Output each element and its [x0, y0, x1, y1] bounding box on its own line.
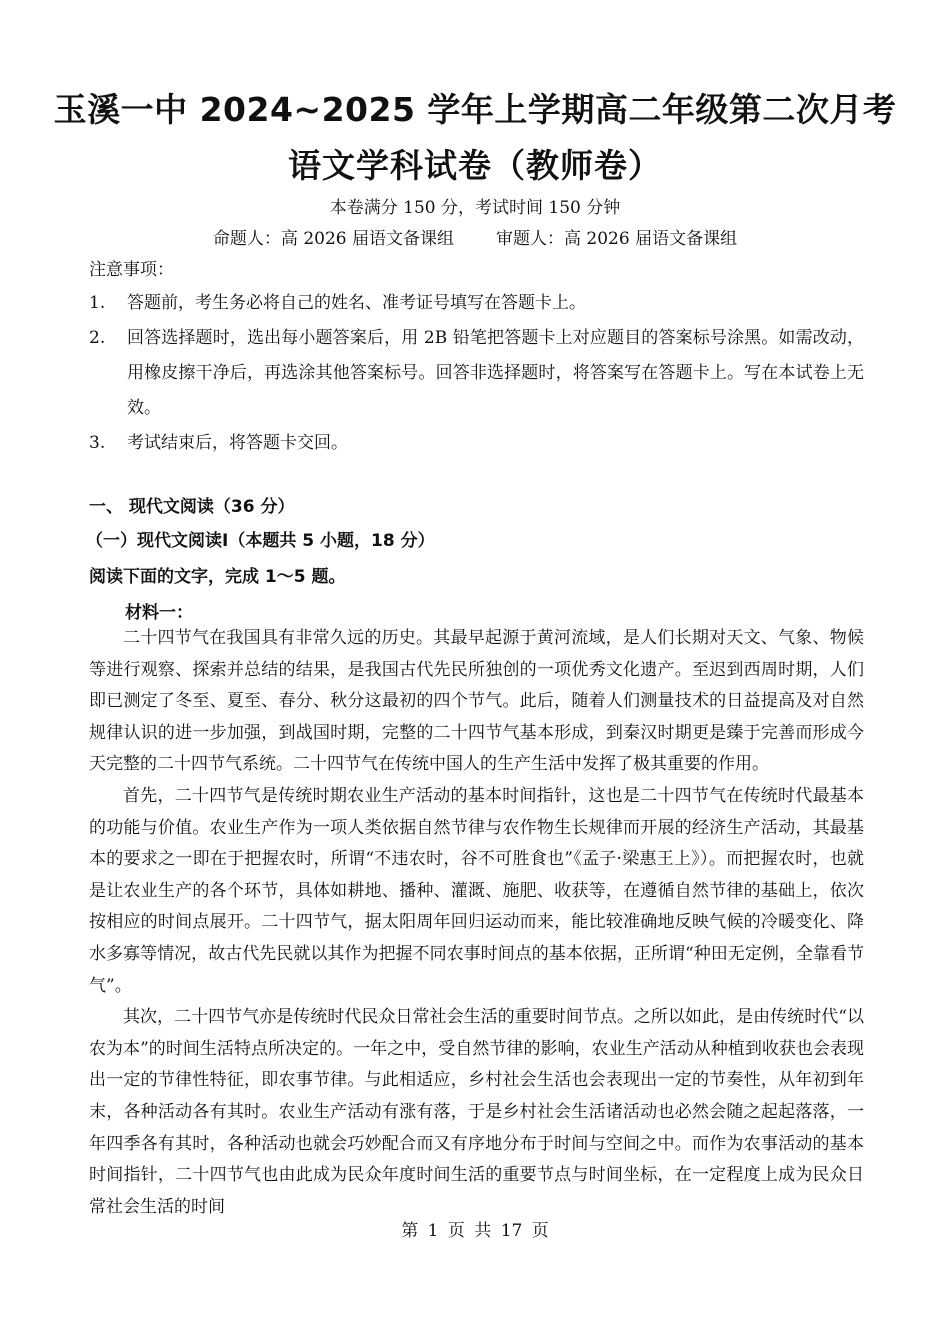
- notice-item-text: 回答选择题时，选出每小题答案后，用 2B 铅笔把答题卡上对应题目的答案标号涂黑。如需改动，用橡皮擦干净后，再选涂其他答案标号。回答非选择题时，将答案写在答题卡上。写在本试卷上无效。: [127, 328, 864, 418]
- exam-title-line1: 玉溪一中 2024~2025 学年上学期高二年级第二次月考: [53, 90, 897, 129]
- passage-paragraph: 二十四节气在我国具有非常久远的历史。其最早起源于黄河流域，是人们长期对天文、气象、物候等进行观察、探索并总结的结果，是我国古代先民所独创的一项优秀文化遗产。至迟到西周时期，人们即已测定了冬至、夏至、春分、秋分这最初的四个节气。此后，随着人们测量技术的日益提高及对自然规律认识的进一步加强，到战国时期，完整的二十四节气基本形成，到秦汉时期更是臻于完善而形成今天完整的二十四节气系统。二十四节气在传统中国人的生产生活中发挥了极其重要的作用。: [89, 628, 864, 775]
- notice-item: [89, 286, 864, 321]
- author-info: [0, 224, 950, 249]
- reading-instruction: 阅读下面的文字，完成 1～5 题。: [89, 567, 346, 587]
- material-label: 材料一：: [125, 603, 193, 623]
- passage-paragraph: 首先，二十四节气是传统时期农业生产活动的基本时间指针，这也是二十四节气在传统时代最基本的功能与价值。农业生产作为一项人类依据自然节律与农作物生长规律而开展的经济生产活动，其最基本的要求之一即在于把握农时，所谓“不违农时，谷不可胜食也”《孟子·梁惠王上》）。而把握农时，也就是让农业生产的各个环节，具体如耕地、播种、灌溉、施肥、收获等，在遵循自然节律的基础上，依次按相应的时间点展开。二十四节气，据太阳周年回归运动而来，能比较准确地反映气候的冷暖变化、降水多寡等情况，故古代先民就以其作为把握不同农事时间点的基本依据，正所谓“种田无定例，全靠看节气”。: [89, 785, 864, 996]
- notice-item-number: 1.: [89, 293, 106, 313]
- page-number: 第 1 页 共 17 页: [401, 1221, 549, 1241]
- score-time-info: 本卷满分 150 分，考试时间 150 分钟: [329, 198, 621, 218]
- reading-passage: [89, 623, 864, 1223]
- notice-list: [89, 286, 864, 461]
- notice-item-text: 答题前，考生务必将自己的姓名、准考证号填写在答题卡上。: [127, 293, 586, 313]
- notice-item-text: 考试结束后，将答题卡交回。: [127, 433, 348, 453]
- notice-title: 注意事项：: [89, 260, 174, 280]
- subsection-heading: （一）现代文阅读Ⅰ（本题共 5 小题，18 分）: [86, 531, 435, 551]
- notice-item: [89, 321, 864, 426]
- reviewer-text: 审题人：高 2026 届语文备课组: [496, 229, 738, 249]
- notice-item-number: 2.: [89, 328, 106, 348]
- section-heading: 一、 现代文阅读（36 分）: [89, 497, 295, 517]
- passage-paragraph: 其次，二十四节气亦是传统时代民众日常社会生活的重要时间节点。之所以如此，是由传统时代“以农为本”的时间生活特点所决定的。一年之中，受自然节律的影响，农业生产活动从种植到收获也会表现出一定的节律性特征，即农事节律。与此相适应，乡村社会生活也会表现出一定的节奏性，从年初到年末，各种活动各有其时。农业生产活动有涨有落，于是乡村社会生活诸活动也必然会随之起起落落，一年四季各有其时，各种活动也就会巧妙配合而又有序地分布于时间与空间之中。而作为农事活动的基本时间指针，二十四节气也由此成为民众年度时间生活的重要节点与时间坐标，在一定程度上成为民众日常社会生活的时间: [89, 1007, 864, 1217]
- exam-title-line2: 语文学科试卷（教师卷）: [288, 146, 662, 185]
- notice-item-number: 3.: [89, 433, 106, 453]
- author-text: 命题人：高 2026 届语文备课组: [212, 229, 454, 249]
- notice-item: [89, 426, 864, 461]
